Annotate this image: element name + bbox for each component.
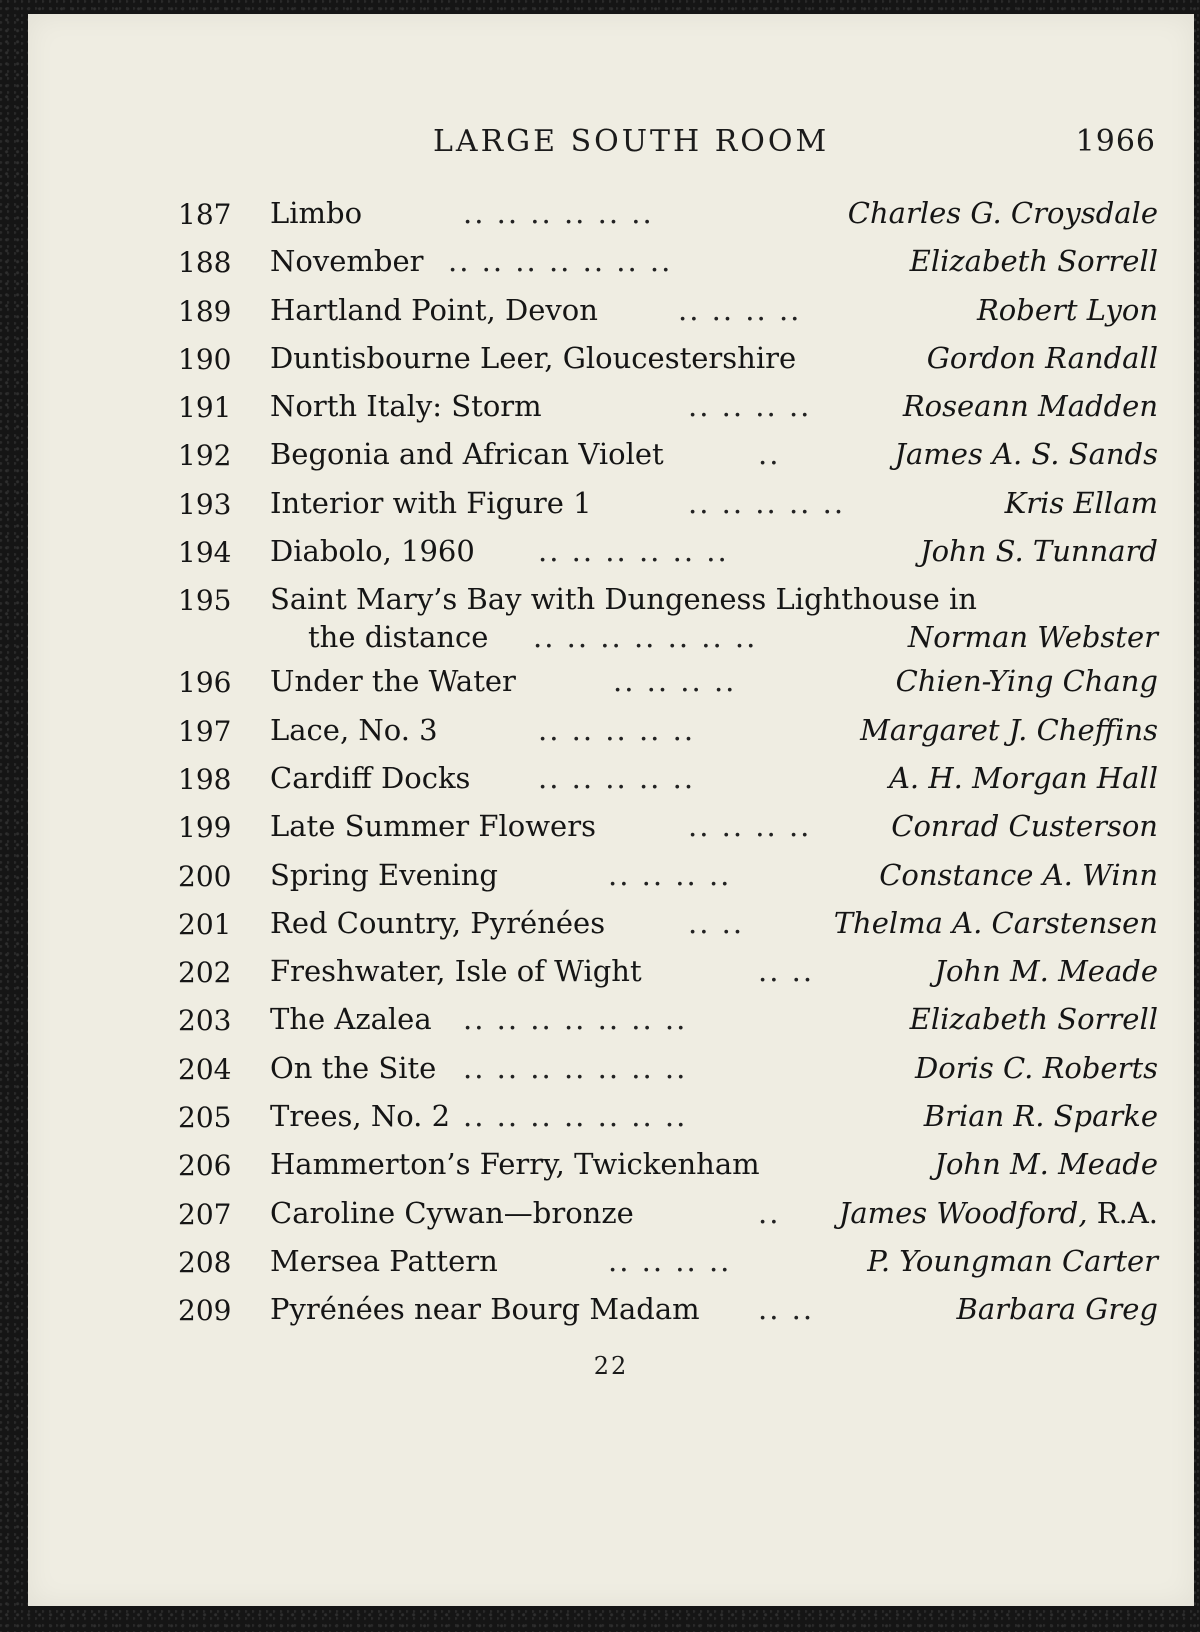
entry-number: 193 [178, 487, 232, 521]
catalogue-entry [178, 1047, 1158, 1095]
entry-title: Caroline Cywan—bronze [270, 1195, 634, 1230]
entry-title: Freshwater, Isle of Wight [270, 954, 642, 989]
entry-title: On the Site [270, 1050, 437, 1085]
entry-number: 188 [178, 246, 232, 280]
dot-leader: .. .. .. .. .. .. .. [463, 1002, 688, 1037]
entry-title: Saint Mary’s Bay with Dungeness Lighthouse in [270, 582, 977, 617]
entry-artist: P. Youngman Carter [867, 1243, 1158, 1278]
entry-title: The Azalea [270, 1002, 432, 1037]
catalogue-entry [178, 854, 1158, 902]
catalogue-entry [178, 1288, 1158, 1336]
entry-number: 191 [178, 391, 232, 425]
entry-title: Red Country, Pyrénées [270, 905, 606, 940]
entry-artist: Kris Ellam [1004, 485, 1158, 520]
page-number: 22 [593, 1352, 629, 1380]
dot-leader: .. .. .. .. [688, 809, 812, 844]
catalogue-entry [178, 337, 1158, 385]
entry-artist: Norman Webster [907, 620, 1158, 655]
catalogue-entry [178, 805, 1158, 853]
entry-artist: John S. Tunnard [919, 534, 1158, 569]
catalogue-entry [178, 289, 1158, 337]
entry-title: Duntisbourne Leer, Gloucestershire [270, 340, 797, 375]
entry-title: Interior with Figure 1 [270, 485, 592, 520]
dot-leader: .. .. .. .. .. .. [463, 196, 654, 230]
catalogue-entry [178, 902, 1158, 950]
entry-artist: Barbara Greg [956, 1292, 1158, 1327]
catalogue-entry [178, 709, 1158, 757]
entry-artist: Charles G. Croysdale [847, 196, 1158, 230]
entry-number: 195 [178, 584, 232, 618]
entry-title: Hammerton’s Ferry, Twickenham [270, 1147, 760, 1182]
entry-title: November [270, 244, 424, 279]
dot-leader: .. .. .. .. .. [538, 712, 696, 747]
catalogue-page [28, 14, 1194, 1606]
entry-artist: James A. S. Sands [894, 437, 1158, 472]
entry-number: 209 [178, 1294, 232, 1328]
dot-leader: .. .. .. .. .. [688, 485, 846, 520]
entry-artist: Gordon Randall [926, 340, 1158, 375]
entry-number: 187 [178, 198, 232, 231]
entry-title: Under the Water [270, 664, 516, 699]
entry-artist: John M. Meade [934, 1147, 1158, 1182]
entry-number: 190 [178, 342, 232, 376]
dot-leader: .. .. .. .. .. .. [538, 534, 729, 569]
dot-leader: .. .. .. .. [608, 1243, 732, 1278]
entry-artist: Conrad Custerson [891, 809, 1158, 844]
catalogue-entry [178, 482, 1158, 530]
entry-title: Mersea Pattern [270, 1243, 498, 1278]
dot-leader: .. [758, 437, 781, 472]
catalogue-entry [178, 192, 1158, 240]
entry-number: 206 [178, 1149, 232, 1183]
entry-artist: Constance A. Winn [879, 857, 1158, 892]
entry-title: Cardiff Docks [270, 760, 471, 795]
entry-number: 208 [178, 1245, 232, 1279]
entry-title: Late Summer Flowers [270, 809, 596, 844]
entry-title: North Italy: Storm [270, 389, 542, 424]
dot-leader: .. [758, 1195, 781, 1230]
dot-leader: .. .. [688, 905, 745, 940]
catalogue-entry [178, 757, 1158, 805]
catalogue-entry [178, 1192, 1158, 1240]
dot-leader: .. .. .. .. .. .. .. [533, 620, 758, 655]
catalogue-entry [178, 1240, 1158, 1288]
dot-leader: .. .. .. .. .. .. .. [463, 1050, 688, 1085]
entry-number: 192 [178, 439, 232, 473]
entry-title: Trees, No. 2 [270, 1099, 451, 1134]
dot-leader: .. .. .. .. [608, 857, 732, 892]
entry-artist: Robert Lyon [976, 292, 1158, 327]
entry-number: 197 [178, 714, 232, 748]
running-head [28, 114, 1194, 164]
entry-artist [839, 1196, 1158, 1230]
catalogue-entry [178, 578, 1158, 660]
entry-title: Limbo [270, 196, 363, 230]
entry-number: 207 [178, 1197, 232, 1231]
entry-number: 202 [178, 956, 232, 990]
entry-artist: Chien-Ying Chang [895, 664, 1158, 699]
entry-number: 189 [178, 294, 232, 328]
catalogue-entry [178, 950, 1158, 998]
entry-number: 199 [178, 811, 232, 845]
dot-leader: .. .. .. .. .. [538, 760, 696, 795]
artist-name: James Woodford, [838, 1195, 1088, 1230]
entry-number: 203 [178, 1004, 232, 1038]
entry-number: 198 [178, 762, 232, 796]
catalogue-entry [178, 433, 1158, 481]
entry-artist: Margaret J. Cheffins [860, 712, 1158, 747]
entry-artist: Thelma A. Carstensen [833, 905, 1158, 940]
entry-title: Begonia and African Violet [270, 437, 664, 472]
catalogue-entry [178, 660, 1158, 708]
entry-artist: Doris C. Roberts [915, 1050, 1158, 1085]
entry-number: 204 [178, 1052, 232, 1086]
dot-leader: .. .. .. .. [678, 292, 802, 327]
entry-title: Spring Evening [270, 857, 498, 892]
entry-number: 196 [178, 666, 232, 700]
entry-artist: Brian R. Sparke [923, 1099, 1158, 1134]
catalogue-entry [178, 1095, 1158, 1143]
catalogue-entry [178, 530, 1158, 578]
room-title: LARGE SOUTH ROOM [433, 124, 830, 159]
entry-number: 194 [178, 536, 232, 570]
entry-title: Lace, No. 3 [270, 712, 438, 747]
dot-leader: .. .. .. .. .. .. .. [448, 244, 673, 279]
entry-artist: Roseann Madden [902, 389, 1158, 424]
entry-title: Pyrénées near Bourg Madam [270, 1292, 700, 1327]
dot-leader: .. .. .. .. [688, 389, 812, 424]
catalogue-entry [178, 998, 1158, 1046]
entry-number: 205 [178, 1101, 232, 1135]
entry-artist: John M. Meade [934, 954, 1158, 989]
dot-leader: .. .. .. .. [613, 664, 737, 699]
catalogue-entry [178, 385, 1158, 433]
entry-title: Diabolo, 1960 [270, 534, 475, 569]
artist-suffix: R.A. [1087, 1195, 1158, 1230]
entry-title-continued: the distance [308, 620, 489, 655]
entry-artist: Elizabeth Sorrell [909, 244, 1158, 279]
catalogue-entry [178, 240, 1158, 288]
year: 1966 [1075, 124, 1156, 159]
dot-leader: .. .. [758, 954, 815, 989]
catalogue-list [178, 192, 1158, 1337]
entry-number: 201 [178, 907, 232, 941]
entry-title: Hartland Point, Devon [270, 292, 598, 327]
entry-number: 200 [178, 859, 232, 893]
entry-artist: A. H. Morgan Hall [888, 760, 1158, 795]
entry-artist: Elizabeth Sorrell [909, 1002, 1158, 1037]
dot-leader: .. .. .. .. .. .. .. [463, 1099, 688, 1134]
dot-leader: .. .. [758, 1292, 815, 1327]
catalogue-entry [178, 1143, 1158, 1191]
